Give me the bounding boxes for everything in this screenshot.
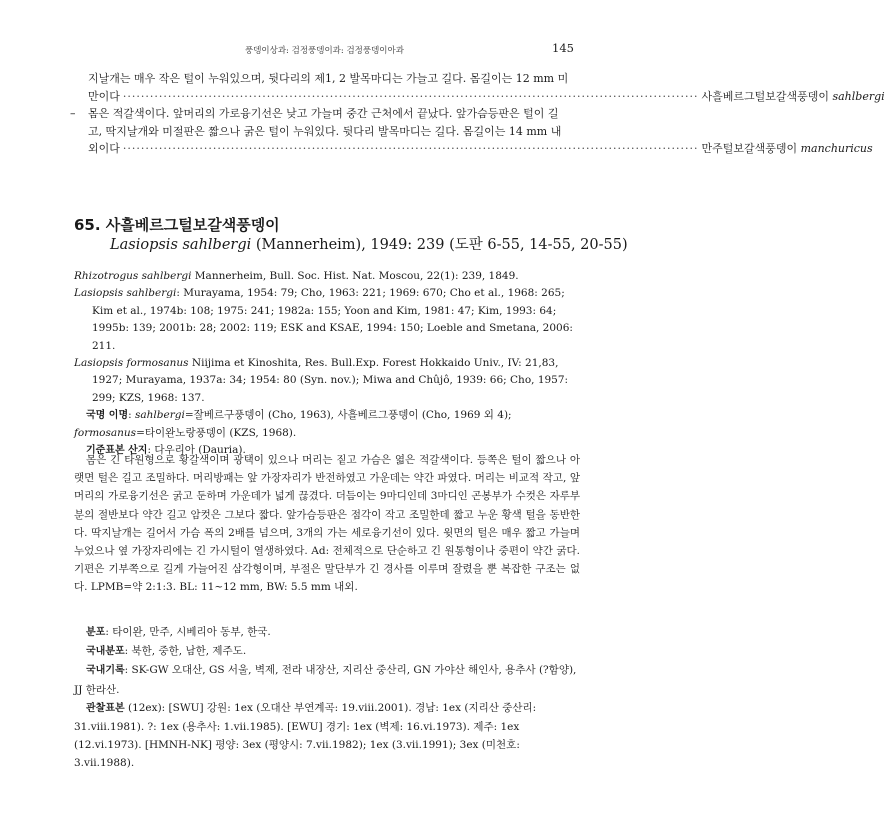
description-text: 몸은 긴 타원형으로 황갈색이며 광택이 있으나 머리는 짙고 가슴은 엷은 적갈색이다. 등쪽은 털이 짧으나 아랫면 털은 길고 조밀하다. 머리방패는 앞 가장자리가 반전하였고 가운데는 약간 파였다. 머리는 비교적 작고, 앞머리의 가로융기선은 굵고 둔하며 가운데가 넓게 끊겼다. 더듬이는 9마디인데 3마디인 곤봉부가 수컷은 자루부분의 절반보다 약간 길고 암컷은 그보다 짧다. 앞가슴등판은 점각이 작고 조밀한데 짧고 누운 황색 털을 동반한다. 딱지날개는 길어서 가슴 폭의 2배를 넘으며, 3개의 가는 세로융기선이 있다. 윗면의 털은 매우 짧고 가늘며 누었으나 옆 가장자리에는 긴 가시털이 열생하였다. Ad: 전체적으로 단순하고 긴 원통형이나 중편이 약간 굵다. 기편은 기부쪽으로 길게 가늘어진 삼각형이며, 부절은 말단부가 긴 경사를 이루며 잘렸을 뿐 복잡한 구조는 없다. LPMB=약 2:1:3. BL: 11~12 mm, BW: 5.5 mm 내외. bbox=[74, 454, 580, 594]
page-number: 145 bbox=[552, 41, 574, 55]
key-leader-dots: ································································································································ bbox=[122, 89, 699, 103]
distribution bbox=[74, 623, 580, 773]
key-couplet-2-tail: 외이다 bbox=[88, 142, 120, 155]
type-locality: 기준표본 산지: 다우리아 (Dauria). bbox=[86, 444, 246, 457]
key-couplet-2-line-1: – 몸은 적갈색이다. 앞머리의 가로융기선은 낮고 가늘며 중간 근처에서 끝났다. 앞가슴등판은 털이 길 bbox=[74, 105, 580, 123]
identification-key bbox=[70, 70, 885, 158]
examined-material: 관찰표본 (12ex): [SWU] 강원: 1ex (오대산 부연계곡: 19.viii.2001). 경남: 1ex (지리산 중산리: 31.viii.1981). ?: 1ex (용추사: 1.vii.1985). [EWU] 경기: 1ex (벽제: 16.vi.1973). 제주: 1ex (12.vi.1973). [HMNH-NK] 평양: 3ex (평양시: 7.vii.1982); 1ex (3.vii.1991); 3ex (미천호: 3.vii.1988). bbox=[74, 701, 537, 770]
key-dash: – bbox=[70, 107, 76, 120]
korean-synonyms: 국명 이명: sahlbergi=잘베르구풍뎅이 (Cho, 1963), 사흘베르그풍뎅이 (Cho, 1969 외 4); formosanus=타이완노랑풍뎅이 (KZS, 1968). bbox=[74, 409, 512, 439]
species-title: 65. 사흘베르그털보갈색풍뎅이 bbox=[74, 216, 280, 234]
running-header bbox=[0, 40, 652, 60]
key-couplet-2-line-2: 고, 딱지날개와 미절판은 짧으나 굵은 털이 누워있다. 뒷다리 발목마디는 길다. 몸길이는 14 mm 내 bbox=[88, 124, 562, 138]
synonym-entry: Rhizotrogus sahlbergi Mannerheim, Bull. Soc. Hist. Nat. Moscou, 22(1): 239, 1849. bbox=[74, 270, 519, 282]
key-couplet-1-tail: 만이다 bbox=[88, 89, 120, 103]
species-heading bbox=[74, 215, 628, 255]
key-leader-dots: ································································································································ bbox=[122, 142, 699, 155]
synonym-entry: Lasiopsis sahlbergi: Murayama, 1954: 79; Cho, 1963: 221; 1969: 670; Cho et al., 1968: 265; Kim et al., 1974b: 108; 1975: 241; 1982a: 155; Yoon and Kim, 1981: 47; Kim, 1993: 64; 1995b: 139; 2001b: 28; 2002: 119; ESK and KSAE, 1994: 150; Loeble and Smetana, 2006: 211. bbox=[74, 287, 573, 352]
description bbox=[74, 451, 580, 597]
domestic-distribution: 국내분포: 북한, 중한, 남한, 제주도. bbox=[86, 645, 247, 658]
distribution-range: 분포: 타이완, 만주, 시베리아 동부, 한국. bbox=[86, 626, 271, 638]
key-couplet-1-line-2 bbox=[74, 88, 885, 106]
running-title: 풍뎅이상과: 검정풍뎅이과: 검정풍뎅이아과 bbox=[245, 46, 404, 56]
synonym-entry: Lasiopsis formosanus Niijima et Kinoshita, Res. Bull.Exp. Forest Hokkaido Univ., IV: 21,83, 1927; Murayama, 1937a: 34; 1954: 80 (Syn. nov.); Miwa and Chûjô, 1939: 66; Cho, 1957: 299; KZS, 1968: 137. bbox=[74, 357, 569, 404]
key-couplet-1-line-1: 지날개는 매우 작은 털이 누워있으며, 뒷다리의 제1, 2 발목마디는 가늘고 길다. 몸길이는 12 mm 미 bbox=[88, 72, 569, 85]
key-result-sahlbergi: 사흘베르그털보갈색풍뎅이 sahlbergi bbox=[701, 89, 885, 103]
domestic-records: 국내기록: SK-GW 오대산, GS 서울, 벽제, 전라 내장산, 지리산 중산리, GN 가야산 해인사, 용추사 (?함양), JJ 한라산. bbox=[74, 664, 577, 696]
synonymy bbox=[74, 268, 580, 459]
key-result-manchuricus: 만주털보갈색풍뎅이 manchuricus bbox=[701, 142, 873, 155]
key-couplet-2-line-3 bbox=[74, 140, 873, 158]
species-scientific-name: Lasiopsis sahlbergi (Mannerheim), 1949: 239 (도판 6-55, 14-55, 20-55) bbox=[110, 237, 628, 253]
